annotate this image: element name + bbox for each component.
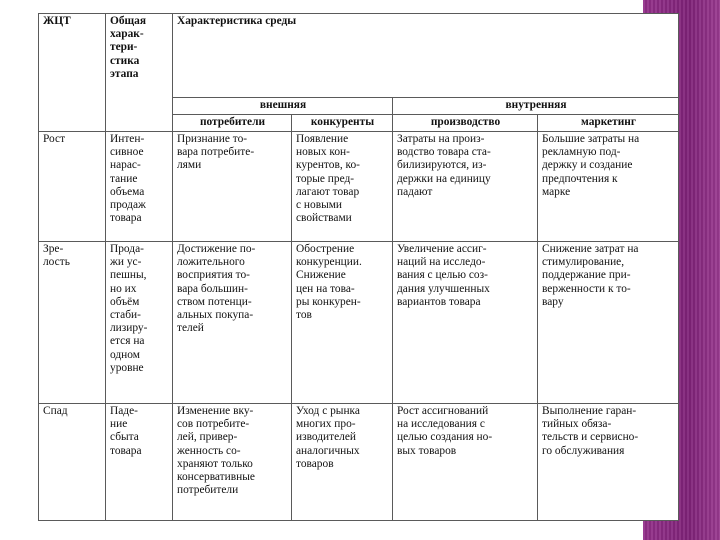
production-cell: Увеличение ассиг- наций на исследо- вания с целью соз- дания улучшенных вариантов товара [393,242,538,404]
table-row-decline [39,404,679,521]
table-row-growth [39,132,679,242]
header-jct: ЖЦТ [39,14,106,132]
production-cell: Затраты на произ- водство товара ста- билизируются, из- держки на единицу падают [393,132,538,242]
product-lifecycle-table [38,13,679,521]
competitors-cell: Уход с рынка многих про- изводителей аналогичных товаров [292,404,393,521]
stage-cell: Рост [39,132,106,242]
header-competitors: конкуренты [292,115,393,132]
header-consumers: потребители [173,115,292,132]
general-cell: Прода- жи ус- пешны, но их объём стаби- лизиру- ется на одном уровне [106,242,173,404]
header-row [39,14,679,98]
marketing-cell: Выполнение гаран- тийных обяза- тельств и сервисно- го обслуживания [538,404,679,521]
table-row-maturity [39,242,679,404]
marketing-cell: Снижение затрат на стимулирование, поддержание при- верженности к то- вару [538,242,679,404]
stage-cell: Спад [39,404,106,521]
header-external: внешняя [173,98,393,115]
header-marketing: маркетинг [538,115,679,132]
header-environment: Характеристика среды [173,14,679,98]
stage-cell: Зре- лость [39,242,106,404]
consumers-cell: Достижение по- ложительного восприятия то- вара большин- ством потенци- альных покупа- телей [173,242,292,404]
consumers-cell: Признание то- вара потребите- лями [173,132,292,242]
header-general-characteristic: Общая харак- тери- стика этапа [106,14,173,132]
marketing-cell: Большие затраты на рекламную под- держку и создание предпочтения к марке [538,132,679,242]
production-cell: Рост ассигнований на исследования с целью создания но- вых товаров [393,404,538,521]
consumers-cell: Изменение вку- сов потребите- лей, привер- женность со- храняют только консервативные потребители [173,404,292,521]
general-cell: Паде- ние сбыта товара [106,404,173,521]
competitors-cell: Появление новых кон- курентов, ко- торые пред- лагают товар с новыми свойствами [292,132,393,242]
lifecycle-table-container [38,13,678,520]
competitors-cell: Обострение конкуренции. Снижение цен на това- ры конкурен- тов [292,242,393,404]
header-production: производство [393,115,538,132]
general-cell: Интен- сивное нарас- тание объема продаж товара [106,132,173,242]
header-internal: внутренняя [393,98,679,115]
